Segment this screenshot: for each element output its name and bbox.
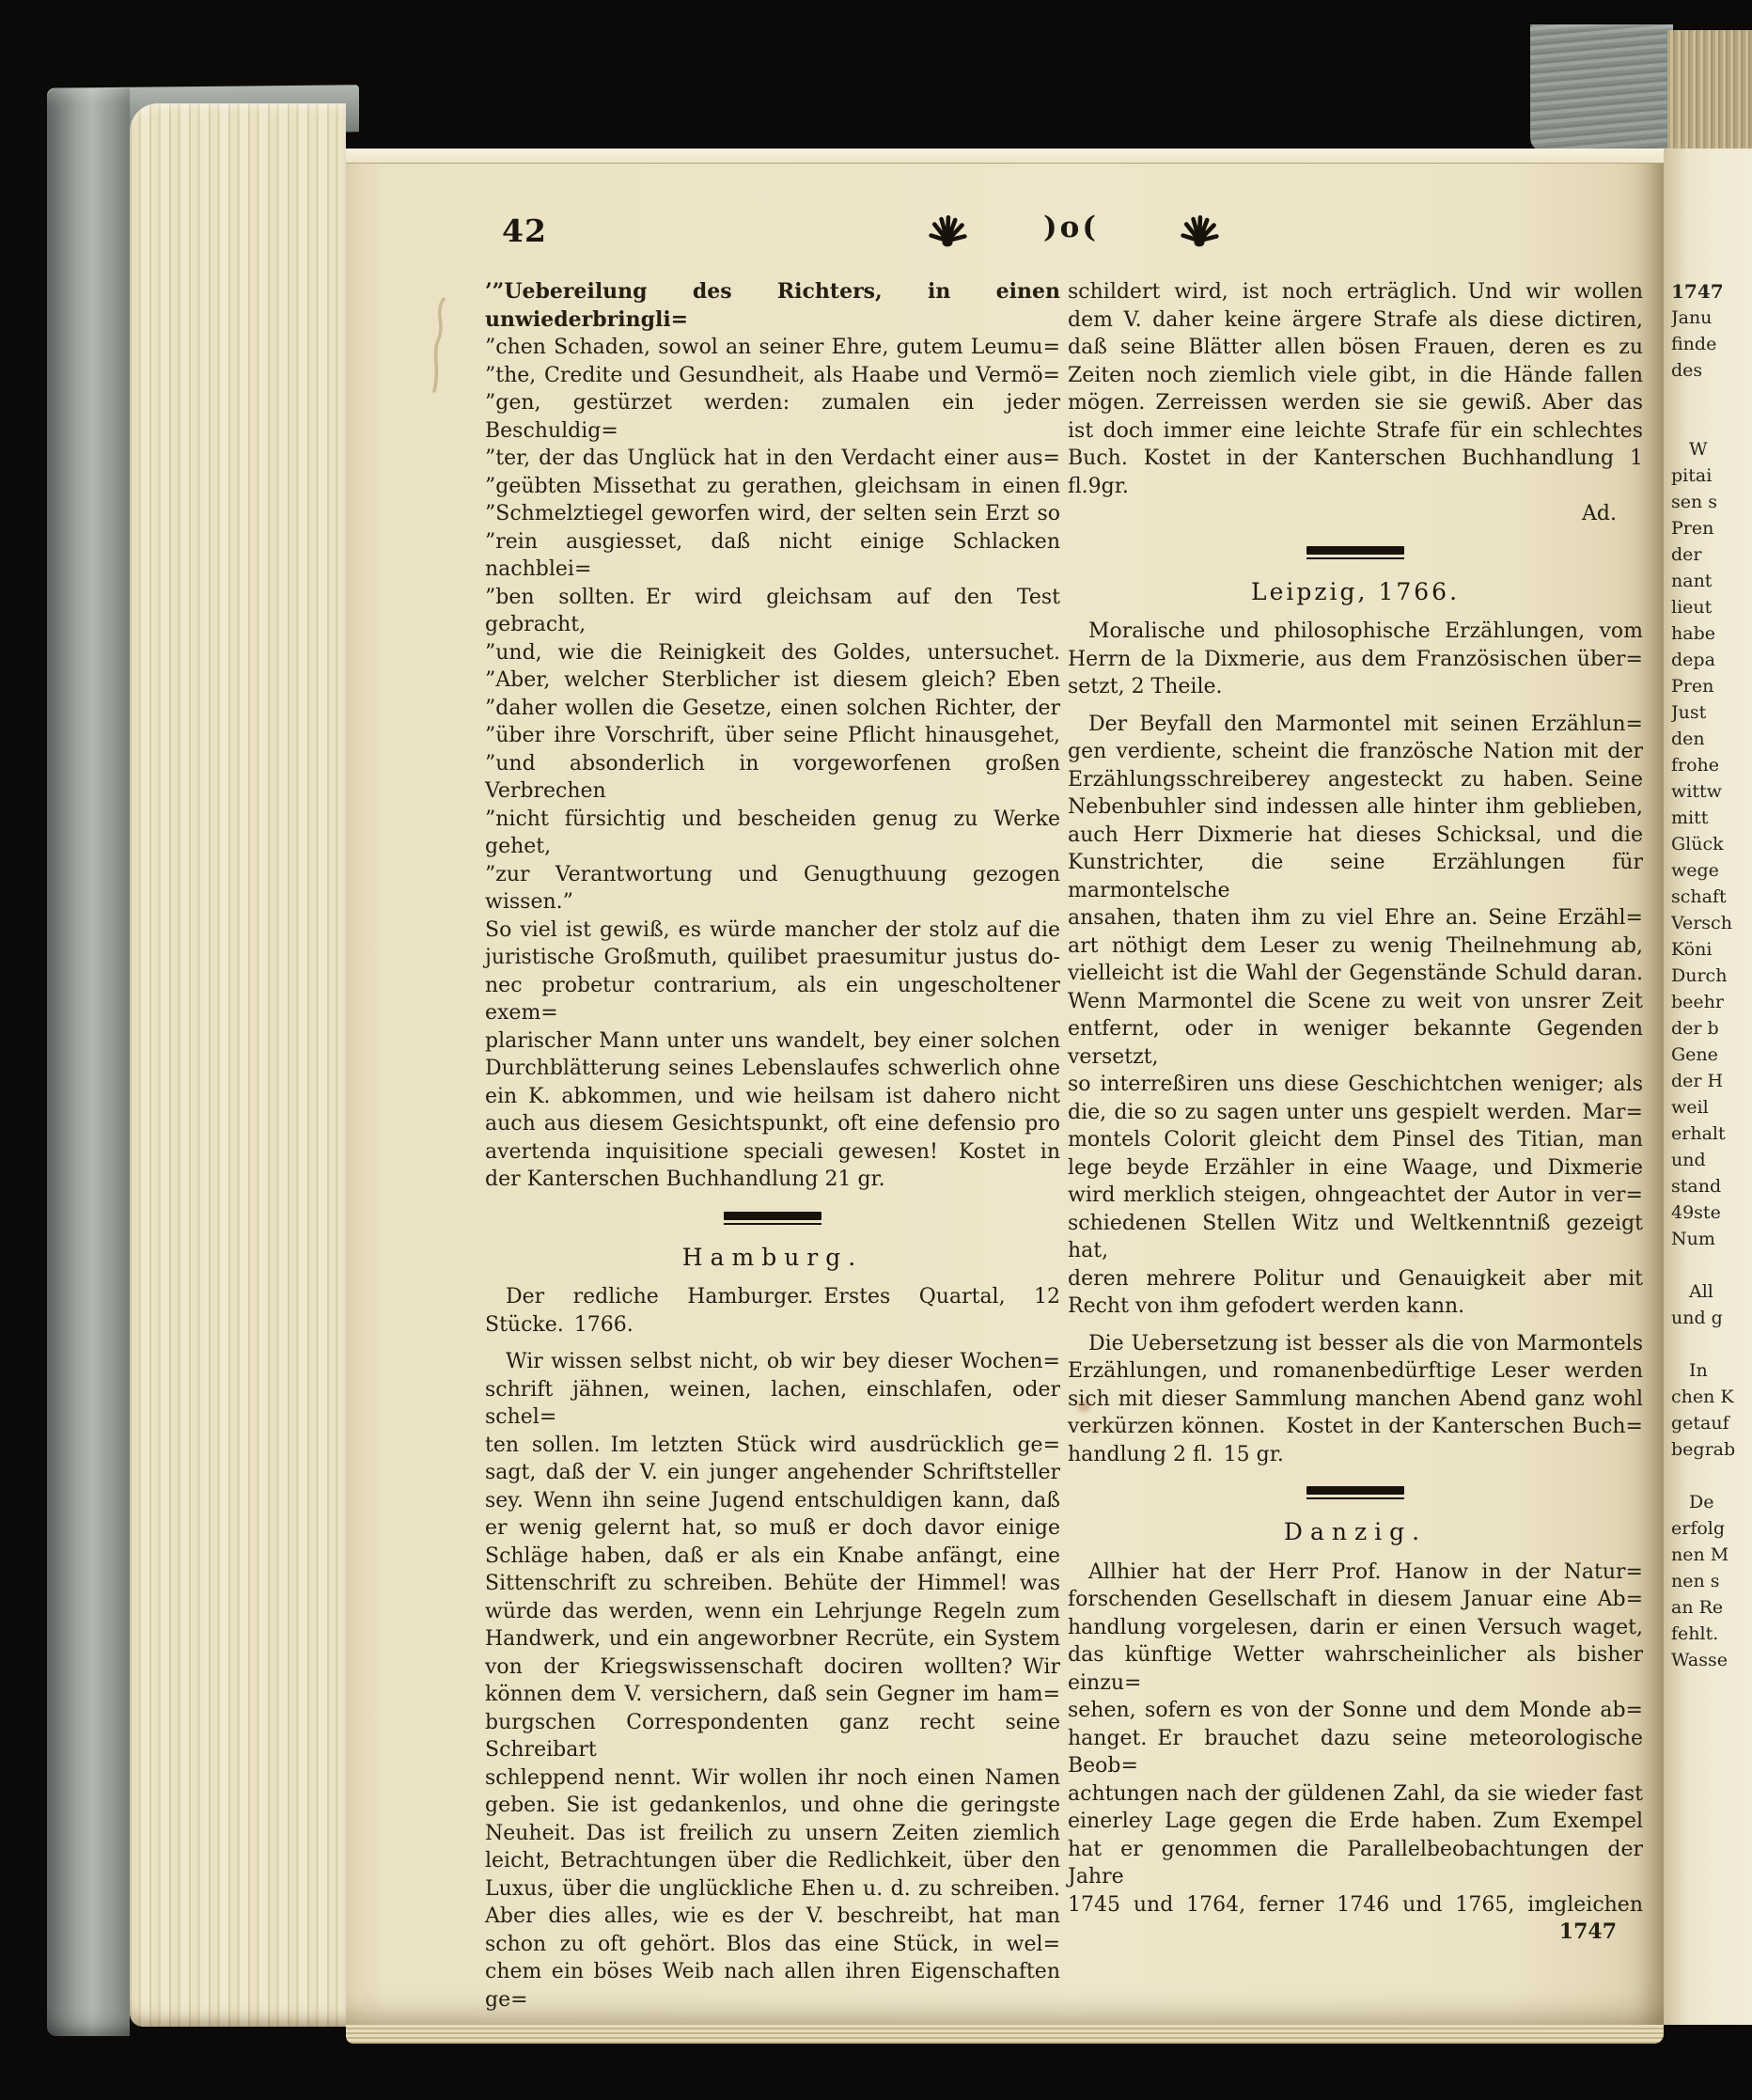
next-page-text-line: getauf [1671,1413,1729,1434]
paragraph [1068,711,1643,1321]
text-line: ”chen Schaden, sowol an seiner Ehre, gutem Leumu= [485,336,1060,359]
text-line: schleppend nennt. Wir wollen ihr noch einen Namen [485,1765,1060,1790]
text-line: art nöthigt dem Leser zu wenig Theilnehmung ab, [1068,933,1643,958]
paragraph [1068,278,1643,500]
text-line: Allhier hat der Herr Prof. Hanow in der Natur= [1068,1559,1643,1584]
text-line: Sittenschrift zu schreiben. Behüte der Himmel! was [485,1572,1060,1595]
text-line: Erzählungsschreiberey angesteckt zu haben. Seine [1068,767,1643,791]
next-page-text-line: Versch [1671,913,1732,933]
next-page-text-line: Pren [1671,676,1714,697]
text-line: Wenn Marmontel die Scene zu weit von unsrer Zeit [1068,989,1643,1013]
text-line: er wenig gelernt hat, so muß er doch davor einige [485,1516,1060,1540]
next-page-text-line [1671,410,1752,436]
text-line: ein K. abkommen, und wie heilsam ist dahero nicht [485,1084,1060,1108]
book-cover-left [47,88,130,2036]
header-separator: )o( [1043,211,1100,244]
next-page-text-line: depa [1671,650,1715,670]
paragraph [485,1348,1060,2014]
next-page-text-line: mitt [1671,807,1709,828]
next-page-text-line: und g [1671,1308,1723,1328]
next-page-text-line: W [1671,439,1708,460]
next-page-text-line: frohe [1671,755,1720,776]
next-page-text-line: Köni [1671,939,1713,960]
book-page-block-top [1667,30,1752,152]
text-line: Moralische und philosophische Erzählungen, vom [1068,619,1643,643]
paragraph [485,278,1060,1194]
section-heading: Hamburg. [681,1243,864,1271]
text-line: schildert wird, ist noch erträglich. Und wir wollen [1068,280,1643,304]
text-line: können dem V. versichern, daß sein Gegner im ham= [485,1683,1060,1706]
page-bottom-edges [346,2025,1664,2044]
text-line: hat er genommen die Parallelbeobachtungen der Jahre [1068,1837,1643,1888]
text-line: sey. Wenn ihn seine Jugend entschuldigen kann, daß [485,1488,1060,1512]
next-page-text-line [1671,1252,1752,1278]
next-page-text-line: weil [1671,1097,1709,1118]
next-page-text-line: schaft [1671,886,1727,907]
next-page-text-fragments [1671,278,1752,1673]
next-page-text-line: den [1671,729,1705,749]
next-page-text-line: habe [1671,623,1715,644]
foxing-spot [921,1927,932,1936]
text-line: deren mehrere Politur und Genauigkeit aber mit [1068,1266,1643,1291]
next-page-text-line: Durch [1671,965,1728,986]
text-line: ”rein ausgiesset, daß nicht einige Schlacken nachblei= [485,529,1060,581]
text-line: Herrn de la Dixmerie, aus dem Französischen über= [1068,647,1643,671]
page-number: 42 [502,212,547,249]
text-line: der Kanterschen Buchhandlung 21 gr. [485,1168,885,1191]
next-page-text-line: wittw [1671,781,1722,802]
text-line: wird merklich steigen, ohngeachtet der Autor in ver= [1068,1183,1643,1207]
foxing-spot [1090,1425,1099,1434]
text-line: ”ter, der das Unglück hat in den Verdacht einer aus= [485,447,1060,470]
next-page-text-line: Num [1671,1229,1715,1249]
text-line: entfernt, oder in weniger bekannte Gegenden versetzt, [1068,1017,1643,1069]
shell-ornament-icon [1179,212,1220,248]
next-page-text-line: Pren [1671,518,1714,539]
next-page-text-line: nant [1671,571,1713,591]
text-line: Erzählungen, und romanenbedürftige Leser werden [1068,1359,1643,1383]
text-line: ”nicht fürsichtig und bescheiden genug zu Werke gehet, [485,807,1060,858]
paragraph [1068,1330,1643,1469]
text-line: dem V. daher keine ärgere Strafe als diese dictiren, [1068,307,1643,332]
text-line: gen verdiente, scheint die französche Nation mit der [1068,740,1643,763]
next-page-text-line: nen M [1671,1544,1729,1565]
next-page-text-line: des [1671,360,1703,381]
text-line: Wir wissen selbst nicht, ob wir bey dieser Wochen= [485,1350,1060,1373]
text-line: ”und absonderlich in vorgeworfenen großen Verbrechen [485,751,1060,803]
text-line: Nebenbuhler sind indessen alle hinter ihm geblieben, [1068,795,1643,819]
text-line: avertenda inquisitione speciali gewesen! Kostet in [485,1139,1060,1164]
next-page-text-line: chen K [1671,1387,1734,1407]
next-page-text-line: Gene [1671,1044,1718,1065]
next-page-text-line [1671,1331,1752,1357]
text-line: Aber dies alles, wie es der V. beschreibt, hat man [485,1904,1060,1928]
text-line: daß seine Blätter allen bösen Frauen, deren es zu [1068,336,1643,359]
next-page-text-line: erfolg [1671,1518,1726,1539]
text-line: Luxus, über die unglückliche Ehen u. d. zu schreiben. [485,1876,1060,1901]
text-line: von der Kriegswissenschaft dociren wollten? Wir [485,1654,1060,1679]
text-line: nec probetur contrarium, als ein ungescholtener exem= [485,973,1060,1025]
text-line: ”Schmelztiegel geworfen wird, der selten sein Erzt so [485,502,1060,525]
section-heading: Leipzig, 1766. [1250,577,1461,605]
next-page-text-line: stand [1671,1176,1722,1197]
text-line: Kunstrichter, die seine Erzählungen für marmontelsche [1068,851,1643,902]
text-line: chem ein böses Weib nach allen ihren Eigenschaften ge= [485,1960,1060,2012]
text-line: leicht, Betrachtungen über die Redlichkeit, über den [485,1849,1060,1873]
text-line: ”gen, gestürzet werden: zumalen ein jeder Beschuldig= [485,391,1060,443]
next-page-text-line: fehlt. [1671,1623,1719,1644]
text-line: mögen. Zerreissen werden sie sie gewiß. Aber das [1068,391,1643,415]
next-page-text-line [1671,1463,1752,1489]
next-page-text-line: sen s [1671,492,1718,512]
text-line: ’”Uebereilung des Richters, in einen unwiederbringli= [485,279,1060,332]
text-line: ist doch immer eine leichte Strafe für ein schlechtes [1068,418,1643,443]
next-page-text-line: De [1671,1492,1714,1512]
next-page-text-line: In [1671,1360,1708,1381]
shell-ornament-icon [927,212,968,248]
text-line: Der redliche Hamburger. Erstes Quartal, 12 [485,1285,1060,1309]
text-line: Recht von ihm gefodert werden kann. [1068,1294,1465,1318]
text-column-right [1068,278,1643,1947]
section-divider [1306,1486,1404,1499]
text-line: auch aus diesem Gesichtspunkt, oft eine defensio pro [485,1112,1060,1136]
text-line: montels Colorit gleicht dem Pinsel des Titian, man [1068,1128,1643,1152]
reviewer-initials: Ad. [1582,502,1617,525]
text-line: Neuheit. Das ist freilich zu unsern Zeiten ziemlich [485,1821,1060,1845]
next-page-text-line: der b [1671,1018,1719,1039]
text-line: Die Uebersetzung ist besser als die von Marmontels [1068,1331,1643,1356]
text-line: forschenden Gesellschaft in diesem Januar eine Ab= [1068,1588,1643,1611]
text-line: Schläge haben, daß er als ein Knabe anfängt, eine [485,1544,1060,1568]
text-line: schiedenen Stellen Witz und Weltkenntniß gezeigt hat, [1068,1211,1643,1262]
text-line: ”ben sollten. Er wird gleichsam auf den Test gebracht, [485,585,1060,636]
next-page-text-line: Janu [1671,307,1713,328]
text-line: ”geübten Missethat zu gerathen, gleichsam in einen [485,474,1060,498]
next-page-text-line: finde [1671,334,1717,354]
catchword: 1747 [1558,1920,1617,1944]
text-line: ”daher wollen die Gesetze, einen solchen Richter, der [485,696,1060,720]
foxing-spot [1410,1311,1419,1319]
section-divider [724,1212,821,1225]
text-line: Durchblätterung seines Lebenslaufes schwerlich ohne [485,1057,1060,1080]
text-line: ”über ihre Vorschrift, über seine Pflicht hinausgehet, [485,724,1060,747]
paragraph [1068,618,1643,701]
next-page-text-line: lieut [1671,597,1713,618]
text-line: einerley Lage gegen die Erde haben. Zum Exempel [1068,1810,1643,1833]
text-line: sich mit dieser Sammlung manchen Abend ganz wohl [1068,1387,1643,1411]
main-page [346,149,1664,2025]
text-line: schrift jähnen, weinen, lachen, einschlafen, oder schel= [485,1377,1060,1429]
text-line: sehen, sofern es von der Sonne und dem Monde ab= [1068,1699,1643,1722]
next-page-text-line: All [1671,1281,1713,1302]
handwritten-mark [425,293,451,399]
next-page-text-line: 1747 [1671,280,1724,303]
text-line: achtungen nach der güldenen Zahl, da sie wieder fast [1068,1781,1643,1806]
next-page-text-line: nen s [1671,1571,1720,1591]
next-page-text-line: beehr [1671,992,1724,1012]
text-line: burgschen Correspondenten ganz recht seine Schreibart [485,1710,1060,1762]
text-line: 1745 und 1764, ferner 1746 und 1765, imgleichen [1068,1892,1643,1917]
next-page-text-line: und [1671,1150,1706,1170]
foxing-spot [1077,1401,1090,1412]
text-line: sagt, daß der V. ein junger angehender Schriftsteller [485,1461,1060,1484]
paragraph [1068,1559,1643,1920]
text-line: setzt, 2 Theile. [1068,675,1223,698]
section-heading: Danzig. [1283,1518,1428,1545]
next-page-text-line: an Re [1671,1597,1724,1618]
text-line: ”und, wie die Reinigkeit des Goldes, untersuchet. [485,640,1060,665]
text-line: vielleicht ist die Wahl der Gegenstände Schuld daran. [1068,962,1643,985]
text-line: würde das werden, wenn ein Lehrjunge Regeln zum [485,1599,1060,1623]
text-line: verkürzen können. Kostet in der Kanterschen Buch= [1068,1415,1643,1438]
text-line: Stücke. 1766. [485,1312,634,1337]
text-line: Buch. Kostet in der Kanterschen Buchhandlung 1 fl.9gr. [1068,447,1643,498]
book-head-spine [1530,24,1673,152]
text-line: so interreßiren uns diese Geschichtchen weniger; als [1068,1073,1643,1096]
text-line: handlung vorgelesen, darin er einen Versuch waget, [1068,1615,1643,1639]
text-line: So viel ist gewiß, es würde mancher der stolz auf die [485,917,1060,942]
next-page-text-line: pitai [1671,465,1713,486]
text-line: geben. Sie ist gedankenlos, und ohne die geringste [485,1794,1060,1817]
text-line: ”zur Verantwortung und Genugthuung gezogen wissen.” [485,862,1060,914]
section-divider [1306,546,1404,559]
text-line: Handwerk, und ein angeworbner Recrüte, ein System [485,1627,1060,1651]
next-page-text-line: begrab [1671,1439,1736,1460]
text-line: die, die so zu sagen unter uns gespielt werden. Mar= [1068,1100,1643,1124]
text-line: ten sollen. Im letzten Stück wird ausdrücklich ge= [485,1433,1060,1457]
next-page-text-line: Glück [1671,834,1724,854]
text-line: hanget. Er brauchet dazu seine meteorologische Beob= [1068,1726,1643,1778]
text-line: handlung 2 fl. 15 gr. [1068,1442,1284,1466]
next-page-text-line: der [1671,544,1702,565]
next-page-text-line: der H [1671,1071,1724,1091]
text-line: Der Beyfall den Marmontel mit seinen Erzählun= [1068,712,1643,736]
next-page-text-line: Just [1671,702,1707,723]
page-top-edge [346,149,1664,164]
next-page-text-line: erhalt [1671,1123,1726,1144]
text-line: plarischer Mann unter uns wandelt, bey einer solchen [485,1028,1060,1053]
next-page-text-line: Wasse [1671,1650,1728,1670]
text-line: ”Aber, welcher Sterblicher ist diesem gleich? Eben [485,668,1060,692]
text-line: schon zu oft gehört. Blos das eine Stück, in wel= [485,1932,1060,1956]
text-line: das künftige Wetter wahrscheinlicher als bisher einzu= [1068,1643,1643,1695]
text-line: juristische Großmuth, quilibet praesumitur justus do- [485,946,1060,969]
next-page-text-line: 49ste [1671,1202,1721,1223]
text-line: ansahen, thaten ihm zu viel Ehre an. Seine Erzähl= [1068,906,1643,930]
text-line: ”the, Credite und Gesundheit, als Haabe und Vermö= [485,363,1060,387]
next-page-text-line [1671,384,1752,410]
next-page-text-line: wege [1671,860,1719,881]
page-edge-fan [130,103,346,2027]
text-column-left [485,278,1060,2014]
text-line: Zeiten noch ziemlich viele gibt, in die Hände fallen [1068,363,1643,387]
page-header [346,207,1664,263]
text-line: lege beyde Erzähler in eine Waage, und Dixmerie [1068,1155,1643,1180]
paragraph [485,1283,1060,1339]
text-line: auch Herr Dixmerie hat dieses Schicksal, und die [1068,823,1643,847]
